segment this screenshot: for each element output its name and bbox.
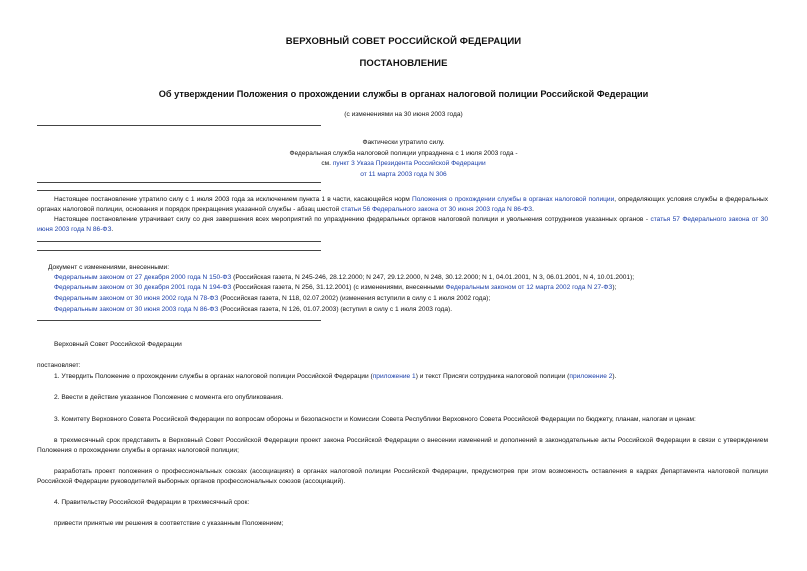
validity-text: Настоящее постановление утрачивает силу со дня завершения всех мероприятий по упразднению федеральных органов налоговой полиции и увольнения сотрудников указанных органов - [54,216,651,223]
authority-heading: ВЕРХОВНЫЙ СОВЕТ РОССИЙСКОЙ ФЕДЕРАЦИИ [285,36,522,47]
amendment-text: (Российская газета, N 256, 31.12.2001) (с изменениями, внесенными [231,284,446,291]
item-4: 4. Правительству Российской Федерации в трехмесячный срок: [54,499,250,506]
law-link[interactable]: Федеральным законом от 30 июня 2003 года N 86-ФЗ [54,306,219,313]
decree-link[interactable]: пункт 3 Указа Президента Российской Федерации [332,160,486,167]
law-link[interactable]: Федеральным законом от 27 декабря 2000 года N 150-ФЗ [54,274,232,281]
validity-paragraph-2 [37,215,768,235]
item-3-b: разработать проект положения о профессиональных союзах (ассоциациях) в органах налоговой полиции Российской Федерации, предусмотрев при этом возможность оставления в кадрах Департамента налоговой полиции Российской Федерации руководителей выборных органов профессиональных союзов (ассоциаций). [37,468,768,485]
appendix-2-link[interactable]: приложение 2 [569,373,613,380]
validity-text: Настоящее постановление утратило силу с 1 июля 2003 года за исключением пункта 1 в части, касающейся норм [54,196,412,203]
validity-text: . [532,206,535,213]
divider [37,320,321,321]
regulation-link[interactable]: Положения о прохождении службы в органах налоговой полиции [411,196,615,203]
divider [37,241,321,242]
item-text: 1. Утвердить Положение о прохождении службы в органах налоговой полиции Российской Федерации ( [54,373,373,380]
validity-text: . [111,226,114,233]
divider [37,182,321,183]
divider [37,190,321,191]
divider [37,250,321,251]
revision-note: (с изменениями на 30 июня 2003 года) [344,111,463,118]
item-2: 2. Ввести в действие указанное Положение с момента его опубликования. [54,394,284,401]
status-line-1: Фактически утратило силу. [362,139,445,146]
amendments-heading: Документ с изменениями, внесенными: [48,264,170,271]
law-link[interactable]: Федеральным законом от 30 июня 2002 года N 78-ФЗ [54,295,219,302]
amendment-text: (Российская газета, N 118, 02.07.2002) (изменения вступили в силу с 1 июля 2002 года); [218,295,491,302]
appendix-1-link[interactable]: приложение 1 [372,373,416,380]
law-link[interactable]: Федеральным законом от 12 марта 2002 года N 27-ФЗ [445,284,613,291]
item-1 [54,372,616,382]
item-3: 3. Комитету Верховного Совета Российской Федерации по вопросам обороны и безопасности и Комиссии Совета Республики Верховного Совета Российской Федерации по бюджету, планам, налогам и ценам: [54,416,696,423]
amendment-item [54,294,490,304]
item-text: ). [612,373,617,380]
decree-date-link[interactable]: от 11 марта 2003 года N 306 [360,170,447,178]
amendment-text: ); [612,284,617,291]
amendment-item [54,273,634,283]
amendment-text: (Российская газета, N 126, 01.07.2003) (вступил в силу с 1 июля 2003 года). [218,306,453,313]
doc-type-heading: ПОСТАНОВЛЕНИЕ [359,58,448,69]
amendment-text: (Российская газета, N 245-246, 28.12.2000; N 247, 29.12.2000, N 248, 30.12.2000; N 1, 04.01.2001, N 3, 06.01.2001, N 4, 10.01.2001); [231,274,635,281]
amendment-item [54,305,452,315]
item-4-a: привести принятые им решения в соответствие с указанным Положением; [54,520,284,527]
status-note [0,138,807,180]
amendment-item [54,283,616,293]
law-link[interactable]: Федеральным законом от 30 декабря 2001 года N 194-ФЗ [54,284,232,291]
item-text: ) и текст Присяги сотрудника налоговой полиции ( [415,373,570,380]
validity-paragraph-1 [37,195,768,215]
article-57-link[interactable]: статья 57 Федерального закона от 30 июня 2003 года N 86-ФЗ [37,216,768,233]
document-title: Об утверждении Положения о прохождении службы в органах налоговой полиции Российской Федерации [158,89,649,99]
resolves-label: постановляет: [37,362,81,369]
issuer: Верховный Совет Российской Федерации [54,341,182,348]
status-prefix: см. [321,160,333,167]
status-line-2: Федеральная служба налоговой полиции упразднена с 1 июля 2003 года - [289,149,518,157]
article-56-link[interactable]: статьи 56 Федерального закона от 30 июня 2003 года N 86-ФЗ [341,206,533,213]
divider [37,125,321,126]
validity-text: , определяющих условия службы в федеральных органах налоговой полиции, основания и порядок прекращения указанной службы - абзац шестой [37,196,769,213]
item-3-a: в трехмесячный срок представить в Верховный Совет Российской Федерации проект закона Российской Федерации о внесении изменений и дополнений в законодательные акты Российской Федерации в связи с утверждением Положения о прохождении службы в органах налоговой полиции; [37,437,768,454]
status-line-3 [0,159,807,170]
